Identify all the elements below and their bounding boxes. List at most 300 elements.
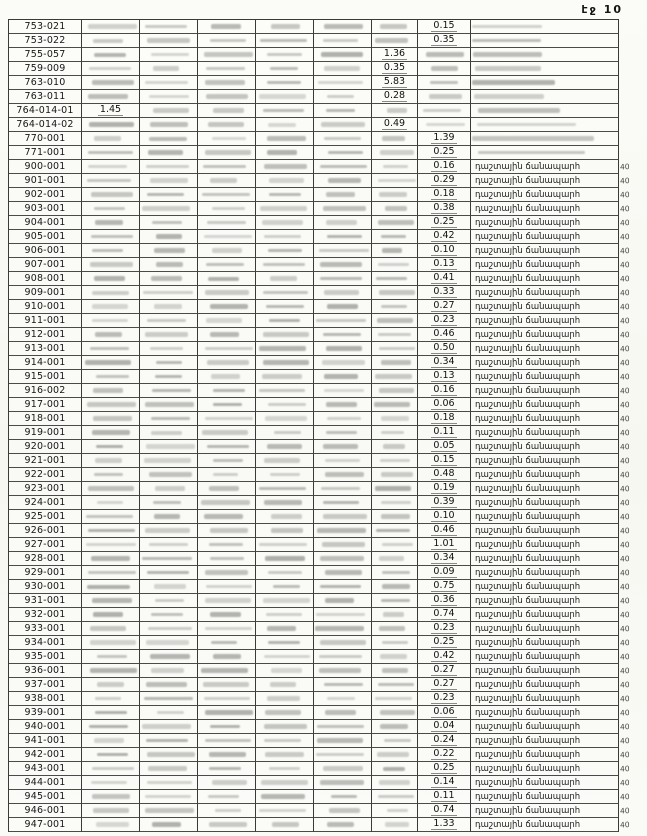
blank-cell bbox=[140, 762, 198, 776]
description-cell: դաշտային ճանապարհ bbox=[471, 650, 619, 664]
redaction-mark bbox=[151, 613, 183, 617]
blank-cell bbox=[140, 230, 198, 244]
code-cell: 934-001 bbox=[9, 636, 82, 650]
table-row bbox=[9, 160, 619, 174]
blank-cell bbox=[140, 650, 198, 664]
description-cell: դաշտային ճանապարհ bbox=[471, 496, 619, 510]
description-cell: դաշտային ճանապարհ bbox=[471, 776, 619, 790]
redaction-mark bbox=[88, 486, 134, 490]
blank-cell bbox=[198, 230, 256, 244]
value-cell bbox=[418, 776, 471, 790]
redaction-mark bbox=[263, 263, 305, 266]
value-cell bbox=[82, 398, 140, 412]
code-cell: 905-001 bbox=[9, 230, 82, 244]
table-row bbox=[9, 608, 619, 622]
table-row bbox=[9, 636, 619, 650]
value-cell bbox=[418, 342, 471, 356]
margin-note: 40 bbox=[619, 413, 630, 423]
blank-cell bbox=[314, 468, 372, 482]
code-cell: 925-001 bbox=[9, 510, 82, 524]
redaction-mark bbox=[204, 52, 252, 57]
handwritten-value: 0.10 bbox=[433, 510, 455, 521]
blank-cell bbox=[198, 20, 256, 34]
redaction-mark bbox=[378, 263, 409, 266]
redaction-mark bbox=[269, 178, 303, 183]
redaction-mark bbox=[90, 262, 134, 266]
value-cell bbox=[418, 90, 471, 104]
redaction-mark bbox=[156, 234, 182, 238]
table-row bbox=[9, 790, 619, 804]
value-cell bbox=[418, 510, 471, 524]
blank-cell bbox=[314, 650, 372, 664]
redaction-mark bbox=[213, 654, 240, 659]
table-row bbox=[9, 90, 619, 104]
blank-cell bbox=[256, 678, 314, 692]
blank-cell bbox=[256, 762, 314, 776]
redaction-mark bbox=[326, 220, 358, 225]
redaction-mark bbox=[154, 584, 186, 589]
redaction-mark bbox=[387, 108, 407, 112]
redaction-mark bbox=[89, 725, 127, 728]
handwritten-value: 0.04 bbox=[433, 720, 455, 731]
handwritten-value: 0.38 bbox=[433, 202, 455, 213]
value-cell bbox=[82, 286, 140, 300]
blank-cell bbox=[256, 790, 314, 804]
redaction-mark bbox=[328, 151, 362, 155]
blank-cell bbox=[140, 440, 198, 454]
redaction-mark bbox=[95, 220, 124, 224]
redaction-mark bbox=[205, 598, 251, 602]
table-row bbox=[9, 720, 619, 734]
redaction-mark bbox=[145, 81, 188, 85]
value-cell bbox=[418, 76, 471, 90]
value-cell bbox=[82, 818, 140, 832]
table-row bbox=[9, 384, 619, 398]
redaction-mark bbox=[213, 403, 243, 407]
redaction-mark bbox=[150, 122, 188, 127]
value-cell bbox=[418, 370, 471, 384]
description-cell: դաշտային ճանապարհ bbox=[471, 552, 619, 566]
redaction-mark bbox=[321, 487, 360, 490]
blank-cell bbox=[198, 706, 256, 720]
description-cell: դաշտային ճանապարհ bbox=[471, 566, 619, 580]
redaction-mark bbox=[215, 809, 242, 812]
redaction-mark bbox=[145, 808, 194, 813]
margin-note bbox=[620, 47, 646, 62]
value-cell bbox=[418, 132, 471, 146]
value-cell bbox=[372, 146, 418, 160]
blank-cell bbox=[140, 34, 198, 48]
value-cell bbox=[372, 412, 418, 426]
value-cell bbox=[372, 90, 418, 104]
value-cell bbox=[418, 538, 471, 552]
redaction-mark bbox=[267, 150, 297, 155]
blank-cell bbox=[314, 818, 372, 832]
value-cell bbox=[82, 146, 140, 160]
blank-cell bbox=[256, 272, 314, 286]
value-cell bbox=[82, 300, 140, 314]
redaction-mark bbox=[375, 486, 411, 490]
blank-cell bbox=[140, 104, 198, 118]
redaction-mark bbox=[265, 416, 307, 420]
value-cell bbox=[418, 174, 471, 188]
redaction-mark bbox=[323, 206, 367, 211]
value-cell bbox=[82, 258, 140, 272]
blank-cell bbox=[198, 650, 256, 664]
value-cell bbox=[418, 118, 471, 132]
blank-cell bbox=[140, 482, 198, 496]
description-cell: դաշտային ճանապարհ bbox=[471, 608, 619, 622]
table-row bbox=[9, 706, 619, 720]
description-cell bbox=[471, 104, 619, 118]
blank-cell bbox=[256, 132, 314, 146]
code-cell: 929-001 bbox=[9, 566, 82, 580]
value-cell bbox=[372, 608, 418, 622]
margin-note bbox=[620, 89, 646, 104]
table-row bbox=[9, 328, 619, 342]
redaction-mark bbox=[208, 122, 244, 127]
table-row bbox=[9, 258, 619, 272]
redaction-mark bbox=[153, 108, 189, 112]
redaction-mark bbox=[149, 543, 188, 547]
value-cell bbox=[418, 622, 471, 636]
description-cell: դաշտային ճանապարհ bbox=[471, 482, 619, 496]
value-cell bbox=[418, 230, 471, 244]
handwritten-value: 0.23 bbox=[433, 622, 455, 633]
value-cell bbox=[372, 468, 418, 482]
blank-cell bbox=[314, 286, 372, 300]
redaction-mark bbox=[145, 332, 189, 336]
blank-cell bbox=[140, 76, 198, 90]
handwritten-value: 0.16 bbox=[433, 160, 455, 171]
redaction-mark bbox=[264, 739, 302, 742]
value-cell bbox=[82, 734, 140, 748]
redaction-mark bbox=[93, 39, 123, 43]
redaction-mark bbox=[209, 767, 241, 771]
code-cell: 903-001 bbox=[9, 202, 82, 216]
blank-cell bbox=[198, 804, 256, 818]
redaction-mark bbox=[321, 122, 364, 127]
redaction-mark bbox=[379, 626, 406, 630]
table-row bbox=[9, 538, 619, 552]
value-cell bbox=[418, 384, 471, 398]
redaction-mark bbox=[92, 80, 135, 85]
blank-cell bbox=[198, 594, 256, 608]
value-cell bbox=[372, 440, 418, 454]
value-cell bbox=[82, 202, 140, 216]
handwritten-value: 0.27 bbox=[433, 300, 455, 311]
value-cell bbox=[82, 132, 140, 146]
redaction-mark bbox=[320, 585, 361, 588]
value-cell bbox=[82, 510, 140, 524]
blank-cell bbox=[140, 776, 198, 790]
margin-note: 40 bbox=[619, 693, 630, 703]
redaction-mark bbox=[382, 571, 411, 574]
blank-cell bbox=[256, 468, 314, 482]
code-cell: 917-001 bbox=[9, 398, 82, 412]
margin-note: 40 bbox=[619, 553, 630, 563]
blank-cell bbox=[198, 188, 256, 202]
blank-cell bbox=[198, 286, 256, 300]
code-cell: 935-001 bbox=[9, 650, 82, 664]
handwritten-value: 0.23 bbox=[433, 692, 455, 703]
value-cell bbox=[418, 580, 471, 594]
blank-cell bbox=[314, 384, 372, 398]
redaction-mark bbox=[268, 571, 301, 574]
table-row bbox=[9, 412, 619, 426]
table-row bbox=[9, 188, 619, 202]
blank-cell bbox=[198, 790, 256, 804]
handwritten-value: 0.34 bbox=[433, 356, 455, 367]
redaction-mark bbox=[259, 543, 306, 547]
value-cell bbox=[418, 636, 471, 650]
handwritten-value: 0.25 bbox=[433, 762, 455, 773]
blank-cell bbox=[314, 90, 372, 104]
table-row bbox=[9, 664, 619, 678]
redaction-mark bbox=[261, 794, 305, 798]
blank-cell bbox=[314, 328, 372, 342]
redaction-mark bbox=[144, 697, 193, 700]
margin-note: 40 bbox=[619, 679, 630, 689]
value-cell bbox=[372, 160, 418, 174]
value-cell bbox=[82, 20, 140, 34]
blank-cell bbox=[314, 636, 372, 650]
redaction-mark bbox=[147, 781, 192, 785]
handwritten-value: 0.42 bbox=[433, 230, 455, 241]
redaction-mark bbox=[213, 108, 243, 113]
blank-cell bbox=[198, 342, 256, 356]
redaction-mark bbox=[97, 753, 129, 757]
redaction-mark bbox=[148, 627, 192, 630]
redaction-mark bbox=[95, 697, 121, 701]
value-cell bbox=[82, 90, 140, 104]
redaction-mark bbox=[268, 249, 302, 253]
value-cell bbox=[418, 608, 471, 622]
margin-note: 40 bbox=[619, 203, 630, 213]
redaction-mark bbox=[201, 668, 248, 672]
redaction-mark bbox=[204, 697, 250, 701]
code-cell: 920-001 bbox=[9, 440, 82, 454]
blank-cell bbox=[140, 510, 198, 524]
redaction-mark bbox=[146, 739, 187, 742]
table-row bbox=[9, 356, 619, 370]
redaction-mark bbox=[379, 780, 410, 785]
redaction-mark bbox=[96, 822, 130, 827]
redaction-mark bbox=[156, 361, 183, 364]
blank-cell bbox=[198, 216, 256, 230]
redaction-mark bbox=[89, 122, 134, 126]
redaction-mark bbox=[429, 94, 462, 99]
redaction-mark bbox=[206, 94, 248, 99]
redaction-mark bbox=[375, 38, 408, 42]
table-row bbox=[9, 482, 619, 496]
blank-cell bbox=[314, 538, 372, 552]
blank-cell bbox=[140, 678, 198, 692]
margin-note: 40 bbox=[619, 777, 630, 787]
blank-cell bbox=[314, 202, 372, 216]
blank-cell bbox=[198, 328, 256, 342]
redaction-mark bbox=[90, 668, 138, 673]
value-cell bbox=[372, 132, 418, 146]
blank-cell bbox=[314, 132, 372, 146]
redaction-mark bbox=[379, 347, 414, 350]
margin-note: 40 bbox=[619, 805, 630, 815]
table-row bbox=[9, 104, 619, 118]
code-cell: 938-001 bbox=[9, 692, 82, 706]
blank-cell bbox=[256, 160, 314, 174]
blank-cell bbox=[256, 90, 314, 104]
redaction-mark bbox=[92, 249, 123, 253]
value-cell bbox=[82, 608, 140, 622]
value-cell bbox=[372, 342, 418, 356]
value-cell bbox=[418, 734, 471, 748]
margin-note: 40 bbox=[619, 497, 630, 507]
redaction-mark bbox=[377, 752, 409, 757]
redaction-mark bbox=[95, 711, 127, 715]
handwritten-value: 0.25 bbox=[433, 636, 455, 647]
redaction-mark bbox=[383, 612, 405, 616]
redaction-mark bbox=[384, 739, 411, 743]
redaction-mark bbox=[322, 360, 365, 364]
redaction-mark bbox=[472, 25, 542, 28]
margin-note: 40 bbox=[619, 651, 630, 661]
redaction-mark bbox=[91, 192, 133, 196]
redaction-mark bbox=[316, 319, 366, 323]
value-cell bbox=[418, 104, 471, 118]
redaction-mark bbox=[206, 585, 253, 588]
blank-cell bbox=[198, 76, 256, 90]
redaction-mark bbox=[473, 52, 542, 57]
table-row bbox=[9, 48, 619, 62]
blank-cell bbox=[140, 664, 198, 678]
redaction-mark bbox=[378, 333, 411, 336]
redaction-mark bbox=[382, 668, 407, 673]
blank-cell bbox=[256, 300, 314, 314]
blank-cell bbox=[198, 244, 256, 258]
handwritten-value: 0.49 bbox=[383, 118, 406, 129]
blank-cell bbox=[314, 314, 372, 328]
value-cell bbox=[82, 230, 140, 244]
redaction-mark bbox=[92, 319, 128, 322]
blank-cell bbox=[256, 622, 314, 636]
blank-cell bbox=[256, 566, 314, 580]
redaction-mark bbox=[264, 458, 300, 463]
value-cell bbox=[418, 650, 471, 664]
blank-cell bbox=[198, 692, 256, 706]
blank-cell bbox=[198, 160, 256, 174]
value-cell bbox=[82, 272, 140, 286]
redaction-mark bbox=[378, 683, 415, 686]
redaction-mark bbox=[317, 738, 363, 742]
handwritten-value: 0.06 bbox=[433, 706, 455, 717]
blank-cell bbox=[256, 216, 314, 230]
blank-cell bbox=[140, 496, 198, 510]
margin-note: 40 bbox=[619, 315, 630, 325]
blank-cell bbox=[256, 384, 314, 398]
margin-note: 40 bbox=[619, 343, 630, 353]
blank-cell bbox=[256, 748, 314, 762]
blank-cell bbox=[256, 538, 314, 552]
blank-cell bbox=[314, 454, 372, 468]
code-cell: 771-001 bbox=[9, 146, 82, 160]
redaction-mark bbox=[261, 780, 308, 785]
blank-cell bbox=[314, 524, 372, 538]
code-cell: 753-021 bbox=[9, 20, 82, 34]
margin-note: 40 bbox=[619, 819, 630, 829]
blank-cell bbox=[198, 146, 256, 160]
blank-cell bbox=[198, 90, 256, 104]
blank-cell bbox=[314, 552, 372, 566]
redaction-mark bbox=[379, 388, 413, 393]
blank-cell bbox=[140, 468, 198, 482]
redaction-mark bbox=[151, 431, 183, 435]
redaction-mark bbox=[326, 192, 355, 196]
redaction-mark bbox=[381, 431, 405, 434]
blank-cell bbox=[256, 328, 314, 342]
table-row bbox=[9, 398, 619, 412]
redaction-mark bbox=[259, 809, 306, 813]
value-cell bbox=[418, 412, 471, 426]
blank-cell bbox=[314, 62, 372, 76]
redaction-mark bbox=[151, 417, 190, 421]
redaction-mark bbox=[206, 263, 245, 267]
code-cell: 945-001 bbox=[9, 790, 82, 804]
redaction-mark bbox=[268, 123, 295, 127]
redaction-mark bbox=[88, 571, 136, 575]
blank-cell bbox=[314, 496, 372, 510]
blank-cell bbox=[140, 692, 198, 706]
description-cell bbox=[471, 62, 619, 76]
redaction-mark bbox=[149, 472, 192, 477]
redaction-mark bbox=[94, 136, 120, 141]
redaction-mark bbox=[92, 598, 132, 603]
value-cell bbox=[418, 552, 471, 566]
value-cell bbox=[372, 20, 418, 34]
redaction-mark bbox=[210, 557, 244, 561]
blank-cell bbox=[256, 608, 314, 622]
blank-cell bbox=[140, 370, 198, 384]
blank-cell bbox=[256, 20, 314, 34]
description-cell: դաշտային ճանապարհ bbox=[471, 790, 619, 804]
value-cell bbox=[418, 286, 471, 300]
value-cell bbox=[418, 692, 471, 706]
handwritten-value: 0.34 bbox=[433, 552, 455, 563]
redaction-mark bbox=[426, 123, 464, 126]
blank-cell bbox=[314, 34, 372, 48]
redaction-mark bbox=[153, 501, 180, 505]
handwritten-value: 0.22 bbox=[433, 748, 455, 759]
redaction-mark bbox=[91, 781, 127, 784]
handwritten-value: 0.15 bbox=[433, 20, 455, 31]
value-cell bbox=[372, 384, 418, 398]
blank-cell bbox=[140, 258, 198, 272]
redaction-mark bbox=[156, 262, 184, 267]
redaction-mark bbox=[380, 654, 407, 659]
redaction-mark bbox=[316, 753, 364, 757]
handwritten-value: 0.18 bbox=[433, 412, 455, 423]
margin-note: 40 bbox=[619, 455, 630, 465]
code-cell: 906-001 bbox=[9, 244, 82, 258]
redaction-mark bbox=[379, 556, 404, 561]
value-cell bbox=[372, 580, 418, 594]
description-cell: դաշտային ճանապարհ bbox=[471, 384, 619, 398]
margin-note: 40 bbox=[619, 749, 630, 759]
blank-cell bbox=[256, 230, 314, 244]
margin-note: 40 bbox=[619, 371, 630, 381]
description-cell: դաշտային ճանապարհ bbox=[471, 258, 619, 272]
redaction-mark bbox=[477, 123, 576, 126]
handwritten-value: 0.11 bbox=[433, 790, 455, 801]
